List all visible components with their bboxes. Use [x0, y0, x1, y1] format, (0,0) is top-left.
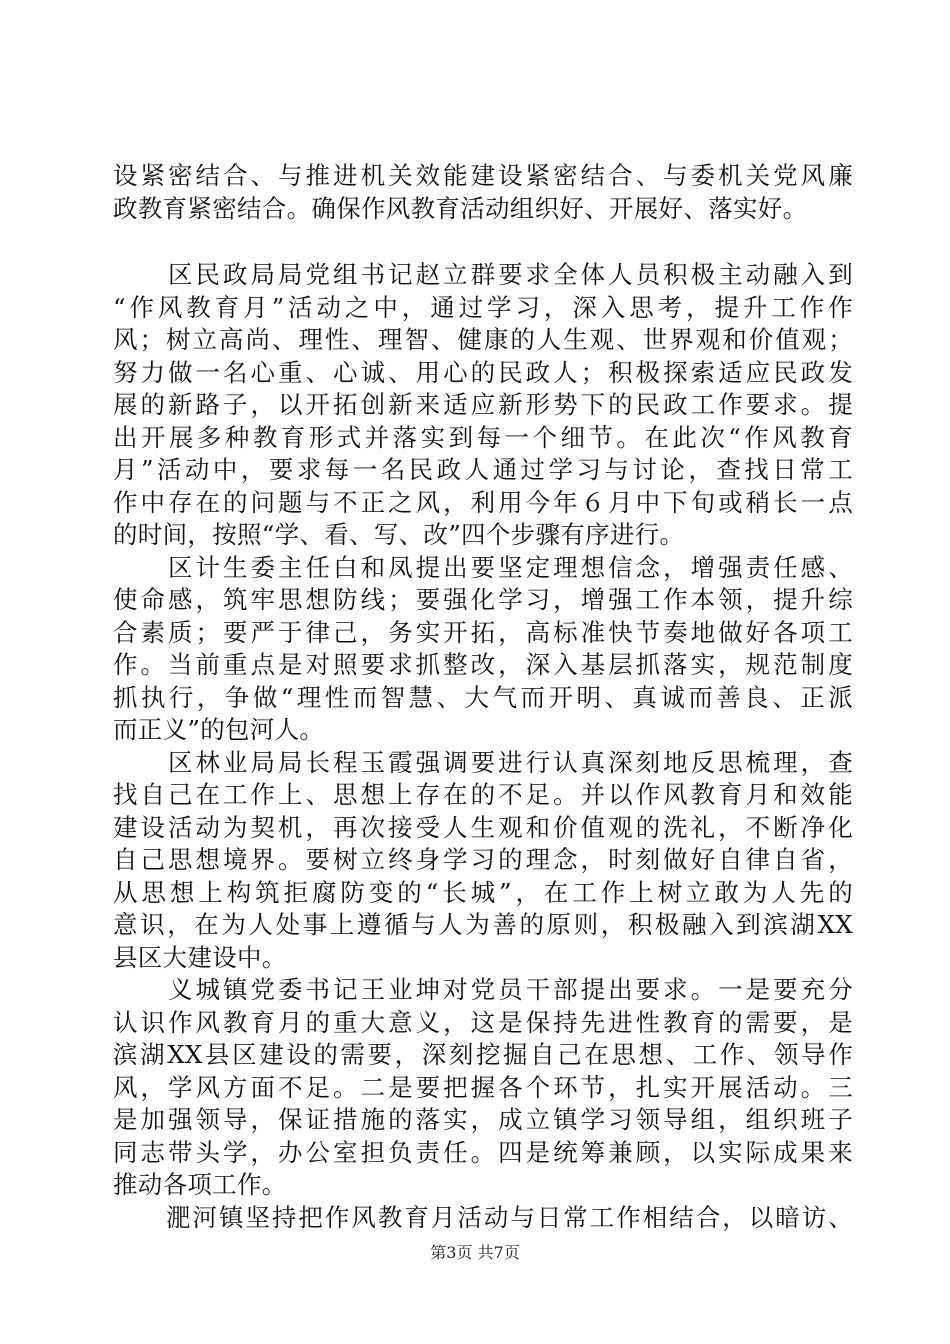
- text-line: 作。当前重点是对照要求抓整改，深入基层抓落实，规范制度: [113, 650, 853, 679]
- text-line: 出开展多种教育形式并落实到每一个细节。在此次“作风教育: [113, 422, 853, 452]
- text-line: 认识作风教育月的重大意义，这是保持先进性教育的需要，是: [113, 1007, 853, 1037]
- text-line: 从思想上构筑拒腐防变的“长城”，在工作上树立敢为人先的: [113, 877, 853, 907]
- paragraph-civil-affairs: [113, 259, 853, 552]
- text-line: 合素质；要严于律己，务实开拓，高标准快节奏地做好各项工: [113, 617, 853, 647]
- text-line: 月”活动中，要求每一名民政人通过学习与讨论，查找日常工: [113, 455, 853, 484]
- text-line: 滨湖XX县区建设的需要，深刻挖掘自己在思想、工作、领导作: [113, 1040, 853, 1069]
- paragraph-feihe-town: [113, 1202, 853, 1235]
- text-line: 抓执行，争做“理性而智慧、大气而开明、真诚而善良、正派: [113, 682, 853, 712]
- text-line: 同志带头学，办公室担负责任。四是统筹兼顾，以实际成果来: [113, 1137, 853, 1167]
- intro-paragraph: [113, 160, 853, 225]
- paragraph-forestry: [113, 747, 853, 975]
- text-line: 区民政局局党组书记赵立群要求全体人员积极主动融入到: [113, 260, 853, 289]
- text-line: 找自己在工作上、思想上存在的不足。并以作风教育月和效能: [113, 780, 853, 809]
- text-line: 使命感，筑牢思想防线；要强化学习，增强工作本领，提升综: [113, 585, 853, 614]
- document-body: [113, 160, 853, 1234]
- text-line: 政教育紧密结合。确保作风教育活动组织好、开展好、落实好。: [113, 193, 808, 223]
- paragraph-family-planning: [113, 552, 853, 747]
- page-footer: 第3页 共7页: [430, 1243, 520, 1262]
- paragraph-gap: [113, 225, 853, 259]
- text-line: 县区大建设中。: [113, 942, 287, 972]
- text-line: 建设活动为契机，再次接受人生观和价值观的洗礼，不断净化: [113, 812, 853, 842]
- paragraph-yicheng-town: [113, 974, 853, 1202]
- text-line: 设紧密结合、与推进机关效能建设紧密结合、与委机关党风廉: [113, 161, 853, 190]
- text-line: 风，学风方面不足。二是要把握各个环节，扎实开展活动。三: [113, 1072, 853, 1102]
- text-line: 的时间，按照“学、看、写、改”四个步骤有序进行。: [113, 520, 685, 549]
- text-line: “作风教育月”活动之中，通过学习，深入思考，提升工作作: [113, 292, 853, 322]
- text-line: 淝河镇坚持把作风教育月活动与日常工作相结合，以暗访、: [113, 1202, 853, 1232]
- text-line: 作中存在的问题与不正之风，利用今年６月中下旬或稍长一点: [113, 487, 853, 517]
- text-line: 意识，在为人处事上遵循与人为善的原则，积极融入到滨湖XX: [113, 910, 853, 939]
- text-line: 自己思想境界。要树立终身学习的理念，时刻做好自律自省，: [113, 845, 853, 874]
- text-line: 而正义”的包河人。: [113, 715, 325, 744]
- text-line: 推动各项工作。: [113, 1170, 287, 1199]
- text-line: 区林业局局长程玉霞强调要进行认真深刻地反思梳理，查: [113, 747, 853, 777]
- text-line: 展的新路子，以开拓创新来适应新形势下的民政工作要求。提: [113, 390, 853, 419]
- text-line: 是加强领导，保证措施的落实，成立镇学习领导组，组织班子: [113, 1105, 853, 1134]
- text-line: 努力做一名心重、心诚、用心的民政人；积极探索适应民政发: [113, 357, 853, 387]
- text-line: 风；树立高尚、理性、理智、健康的人生观、世界观和价值观；: [113, 325, 853, 354]
- text-line: 区计生委主任白和凤提出要坚定理想信念，增强责任感、: [113, 552, 853, 582]
- text-line: 义城镇党委书记王业坤对党员干部提出要求。一是要充分: [113, 975, 853, 1004]
